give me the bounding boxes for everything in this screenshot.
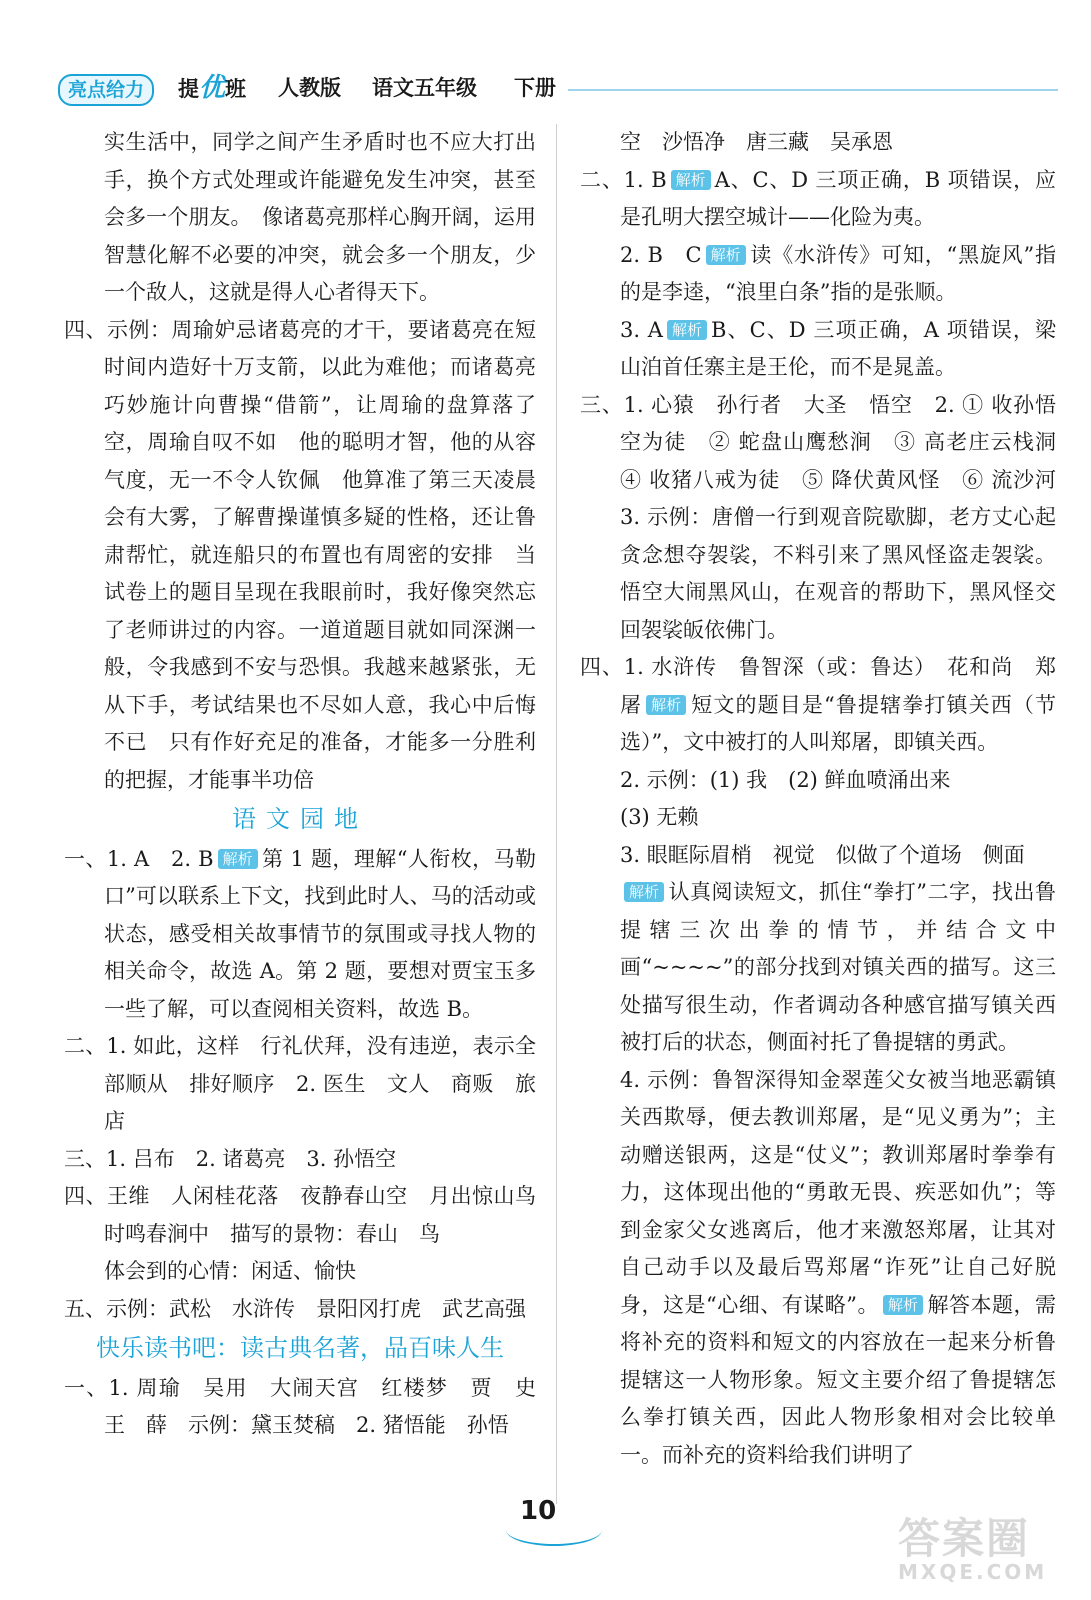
answer-item: 2. 示例：(1) 我 (2) 鲜血喷涌出来 <box>620 767 951 792</box>
answer-item: 一、1. 周瑜 吴用 大闹天宫 红楼梦 贾 史 王 薛 示例：黛玉焚稿 2. 猪悟能 孙悟 <box>64 1375 557 1437</box>
answer-item: 3. A 解析 B、C、D 三项正确，A 项错误，梁山泊首任寨主是王伦，而不是晁盖。 <box>620 317 1056 379</box>
answer-item: 3. 眼眶际眉梢 视觉 似做了个道场 侧面 <box>620 842 1025 867</box>
series-title: 提优班 <box>178 73 247 103</box>
page-number: 10 <box>520 1496 557 1526</box>
answer-item: 体会到的心情：闲适、愉快 <box>104 1259 356 1283</box>
analysis-tag: 解析 <box>671 170 711 190</box>
right-column <box>580 124 1077 1474</box>
answer-item: 4. 示例：鲁智深得知金翠莲父女被当地恶霸镇关西欺辱，便去教训郑屠，是“见义勇为”；主动赠送银两，这是“仗义”；教训郑屠时拳拳有力，这体现出他的“勇敢无畏、疾恶如仇”；等到金家父女逃离后，他才来激怒郑屠，让其对自己动手以及最后骂郑屠“诈死”让自己好脱身，这是“心细、有谋略”。 解析 解答本题，需将补充的资料和短文的内容放在一起来分析鲁提辖这一人物形象。短文主要介绍了鲁提辖怎么拳打镇关西，因此人物形象相对会比较单一。而补充的资料给我们讲明了 <box>620 1067 1056 1467</box>
answer-item: 四、1. 水浒传 鲁智深（或：鲁达） 花和尚 郑屠 解析 短文的题目是“鲁提辖拳打镇关西（节选）”，文中被打的人叫郑屠，即镇关西。 <box>580 655 1056 754</box>
section-title: 语文园地 <box>232 805 368 833</box>
page-header <box>58 72 1058 106</box>
analysis-tag: 解析 <box>706 245 746 265</box>
left-column <box>64 124 557 1445</box>
answer-item: 2. B C 解析 读《水浒传》可知，“黑旋风”指的是李逵，“浪里白条”指的是张顺。 <box>620 242 1056 304</box>
column-divider <box>556 124 557 1504</box>
answer-item: (3) 无赖 <box>620 805 699 829</box>
edition-label: 人教版 <box>278 76 341 100</box>
answer-item: 解析 认真阅读短文，抓住“拳打”二字，找出鲁提辖三次出拳的情节，并结合文中画“~~~~”的部分找到对镇关西的描写。这三处描写很生动，作者调动各种感官描写镇关西被打后的状态，侧面衬托了鲁提辖的勇武。 <box>620 880 1056 1054</box>
brand-logo: 亮点给力 <box>58 74 154 106</box>
analysis-tag: 解析 <box>624 882 664 902</box>
analysis-tag: 解析 <box>667 320 707 340</box>
answer-item: 五、示例：武松 水浒传 景阳冈打虎 武艺高强 <box>64 1296 526 1321</box>
volume-label: 下册 <box>514 76 556 100</box>
answer-item: 空 沙悟净 唐三藏 吴承恩 <box>620 130 893 154</box>
page-number-decoration <box>506 1514 602 1546</box>
site-watermark: 答案圈 MXQE.COM <box>898 1514 1048 1584</box>
analysis-tag: 解析 <box>646 695 686 715</box>
analysis-tag: 解析 <box>218 849 258 869</box>
answer-item: 二、1. 如此，这样 行礼伏拜，没有违逆，表示全部顺从 排好顺序 2. 医生 文人 商贩 旅店 <box>64 1034 536 1133</box>
answer-paragraph: 实生活中，同学之间产生矛盾时也不应大打出手，换个方式处理或许能避免发生冲突，甚至会多一个朋友。 像诸葛亮那样心胸开阔，运用智慧化解不必要的冲突，就会多一个朋友，少一个敌人，这就是得人心者得天下。 <box>104 130 536 304</box>
section-title: 快乐读书吧：读古典名著，品百味人生 <box>96 1334 504 1362</box>
answer-item: 一、1. A 2. B 解析 第 1 题，理解“人衔枚，马勒口”可以联系上下文，找到此时人、马的活动或状态，感受相关故事情节的氛围或寻找人物的相关命令，故选 A。第 2 题，要想对贾宝玉多一些了解，可以查阅相关资料，故选 B。 <box>64 846 536 1021</box>
answer-paragraph: 四、示例：周瑜妒忌诸葛亮的才干，要诸葛亮在短时间内造好十万支箭，以此为难他；而诸葛亮巧妙施计向曹操“借箭”，让周瑜的盘算落了空，周瑜自叹不如 他的聪明才智，他的从容气度，无一不令人钦佩 他算准了第三天凌晨会有大雾，了解曹操谨慎多疑的性格，还让鲁肃帮忙，就连船只的布置也有周密的安排 当试卷上的题目呈现在我眼前时，我好像突然忘了老师讲过的内容。一道道题目就如同深渊一般，令我感到不安与恐惧。我越来越紧张，无从下手，考试结果也不尽如人意，我心中后悔不已 只有作好充足的准备，才能多一分胜利的把握，才能事半功倍 <box>64 317 536 792</box>
subject-label: 语文五年级 <box>372 76 477 100</box>
answer-item: 四、王维 人闲桂花落 夜静春山空 月出惊山鸟 时鸣春涧中 描写的景物：春山 鸟 <box>64 1184 557 1246</box>
analysis-tag: 解析 <box>883 1295 923 1315</box>
answer-item: 三、1. 心猿 孙行者 大圣 悟空 2. ① 收孙悟空为徒 ② 蛇盘山鹰愁涧 ③ 高老庄云栈洞 ④ 收猪八戒为徒 ⑤ 降伏黄风怪 ⑥ 流沙河 3. 示例：唐僧一行到观音院歇脚，老方丈心起贪念想夺袈裟，不料引来了黑风怪盗走袈裟。悟空大闹黑风山，在观音的帮助下，黑风怪交回袈裟皈依佛门。 <box>580 392 1077 642</box>
answer-item: 二、1. B 解析 A、C、D 三项正确，B 项错误，应是孔明大摆空城计——化险为夷。 <box>580 167 1056 229</box>
header-rule <box>568 89 1058 91</box>
answer-item: 三、1. 吕布 2. 诸葛亮 3. 孙悟空 <box>64 1146 397 1171</box>
